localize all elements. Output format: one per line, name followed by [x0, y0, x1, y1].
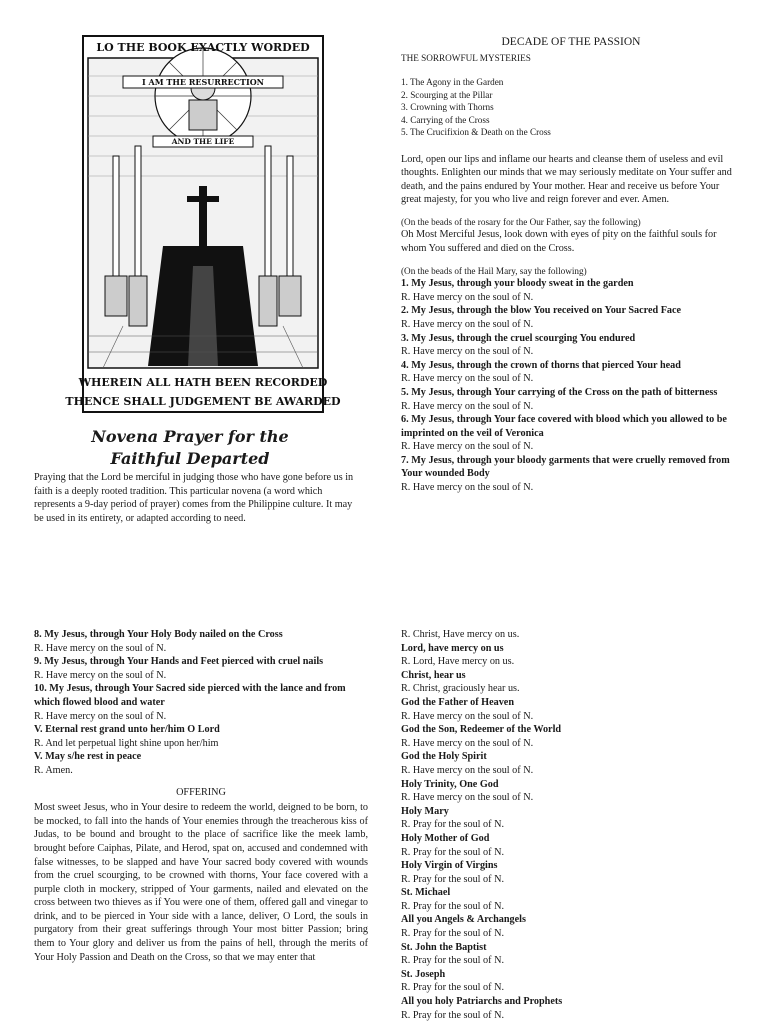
opening-prayer: Lord, open our lips and inflame our hearts and cleanse them of useless and evil thoughts. Enlighten our minds that we may seriously meditate on Your suffer and death, and the pains endured by Your mother. Hear and receive us before Your great majesty, for you who live and reign forever and ever. Amen.	[401, 153, 732, 206]
litany-invocation: Lord, have mercy on us	[401, 642, 504, 654]
invocation: 8. My Jesus, through Your Holy Body nailed on the Cross	[34, 629, 283, 640]
mystery-item: 4. Carrying of the Cross	[401, 114, 490, 125]
engraving-bottom-line-2: THENCE SHALL JUDGEMENT BE AWARDED	[65, 395, 341, 408]
decade-title: DECADE OF THE PASSION	[501, 36, 641, 48]
litany-response: R. Have mercy on the soul of N.	[401, 764, 534, 776]
engraving-banner-2: AND THE LIFE	[171, 137, 235, 146]
novena-title-line-1: Novena Prayer for the	[91, 427, 289, 446]
invocation: 7. My Jesus, through your bloody garments that were cruelly removed from Your wounded Body	[401, 454, 730, 480]
engraving-top-text: LO THE BOOK EXACTLY WORDED	[96, 41, 310, 54]
mysteries-list	[401, 76, 741, 139]
litany-invocation: Holy Virgin of Virgins	[401, 860, 498, 872]
litany-invocation: All you Angels & Archangels	[401, 914, 526, 926]
mystery-item: 2. Scourging at the Pillar	[401, 89, 493, 100]
litany-invocation: Christ, hear us	[401, 669, 466, 681]
mystery-item: 3. Crowning with Thorns	[401, 102, 494, 113]
litany-response: R. Christ, Have mercy on us.	[401, 629, 520, 640]
mystery-item: 5. The Crucifixion & Death on the Cross	[401, 127, 551, 138]
litany-response: R. Pray for the soul of N.	[401, 955, 504, 967]
invocation: 1. My Jesus, through your bloody sweat in the garden	[401, 278, 634, 290]
response: R. Have mercy on the soul of N.	[34, 669, 167, 681]
response: R. Have mercy on the soul of N.	[34, 642, 167, 654]
litany-response: R. Christ, graciously hear us.	[401, 683, 520, 695]
litany-response: R. Pray for the soul of N.	[401, 819, 504, 831]
litany-response: R. Pray for the soul of N.	[401, 928, 504, 940]
intro-paragraph: Praying that the Lord be merciful in judging those who have gone before us in faith is a deeply rooted tradition. This particular novena (a word which represents a 9-day period of prayer) comes from the Philippine culture. It may be used in its entirety, or adapted according to need.	[34, 472, 354, 524]
invocation: 6. My Jesus, through Your face covered with blood which you allowed to be imprinted on the veil of Veronica	[401, 414, 727, 439]
continued-invocations	[34, 628, 368, 964]
our-father-note: (On the beads of the rosary for the Our Father, say the following)	[401, 216, 641, 227]
litany-invocation: St. John the Baptist	[401, 941, 487, 953]
litany-invocation: Holy Mary	[401, 805, 449, 817]
litany-response: R. Pray for the soul of N.	[401, 873, 504, 885]
response: R. Amen.	[34, 764, 73, 776]
litany-response: R. Pray for the soul of N.	[401, 982, 504, 994]
litany-invocation: God the Holy Spirit	[401, 751, 487, 763]
litany-response: R. Pray for the soul of N.	[401, 900, 504, 912]
hail-mary-note: (On the beads of the Hail Mary, say the following)	[401, 265, 587, 276]
response: R. Have mercy on the soul of N.	[401, 400, 534, 412]
decade-of-passion	[401, 36, 741, 495]
invocation: 9. My Jesus, through Your Hands and Feet pierced with cruel nails	[34, 656, 324, 668]
invocation: 3. My Jesus, through the cruel scourging You endured	[401, 332, 636, 344]
response: R. Have mercy on the soul of N.	[34, 710, 167, 722]
litany-invocation: St. Joseph	[401, 968, 446, 980]
invocation: 4. My Jesus, through the crown of thorns that pierced Your head	[401, 359, 681, 371]
novena-title-line-2: Faithful Departed	[110, 449, 270, 468]
litany-response: R. Lord, Have mercy on us.	[401, 656, 515, 668]
resurrection-engraving	[65, 36, 341, 412]
response: R. Have mercy on the soul of N.	[401, 291, 534, 303]
response: R. Have mercy on the soul of N.	[401, 441, 534, 453]
litany-response: R. Have mercy on the soul of N.	[401, 792, 534, 804]
offering-title: OFFERING	[176, 786, 226, 798]
engraving-banner-1: I AM THE RESURRECTION	[141, 77, 265, 87]
decade-subtitle: THE SORROWFUL MYSTERIES	[401, 52, 531, 63]
response: R. Have mercy on the soul of N.	[401, 373, 534, 385]
litany-invocation: God the Son, Redeemer of the World	[401, 724, 562, 736]
litany-response: R. Pray for the soul of N.	[401, 846, 504, 858]
mystery-item: 1. The Agony in the Garden	[401, 77, 504, 88]
engraving-bottom-line-1: WHEREIN ALL HATH BEEN RECORDED	[78, 376, 328, 389]
litany-invocation: All you holy Patriarchs and Prophets	[401, 996, 563, 1008]
novena-title	[60, 426, 320, 470]
invocation: 5. My Jesus, through Your carrying of the Cross on the path of bitterness	[401, 386, 718, 398]
litany-invocation: Holy Trinity, One God	[401, 778, 499, 790]
response: R. Have mercy on the soul of N.	[401, 318, 534, 330]
response: R. Have mercy on the soul of N.	[401, 482, 534, 494]
litany-invocation: St. Michael	[401, 887, 451, 899]
versicle: V. May s/he rest in peace	[34, 751, 142, 763]
response: R. And let perpetual light shine upon her/him	[34, 737, 219, 749]
litany-invocation: God the Father of Heaven	[401, 696, 514, 708]
invocation: 10. My Jesus, through Your Sacred side pierced with the lance and from which flowed blood and water	[34, 683, 346, 708]
litany-invocation: Holy Mother of God	[401, 832, 490, 844]
response: R. Have mercy on the soul of N.	[401, 346, 534, 358]
litany	[401, 628, 741, 1022]
our-father-prayer: Oh Most Merciful Jesus, look down with eyes of pity on the faithful souls for whom You suffered and died on the Cross.	[401, 229, 717, 255]
litany-response: R. Have mercy on the soul of N.	[401, 710, 534, 722]
invocation: 2. My Jesus, through the blow You received on Your Sacred Face	[401, 305, 682, 317]
offering-text: Most sweet Jesus, who in Your desire to redeem the world, deigned to be born, to be mocked, to fall into the hands of Your enemies through the treacherous kiss of Judas, to be bound and brought to the place of sacrifice like the meek lamb, brought before Caiphas, Pilate, and Herod, spat on, accused and condemned with false witnesses, to be slapped and have Your sacred body covered with wounds from the cruel scourging, to be crowned with thorns, Your face covered with a purple cloth in mockery, stripped of Your garments, nailed and elevated on the cross between two thieves as if You were one of them, offered gall and vinegar to drink, and to be pierced in Your side with a lance, deliver, O Lord, the souls in purgatory from their great sufferings through Your most bitter Passion; bring them to Your glory and deliver us from the pains of hell, through the merits of Your Holy Passion and Death on the Cross, so that we may enter that	[34, 802, 368, 963]
litany-response: R. Pray for the soul of N.	[401, 1009, 504, 1021]
litany-response: R. Have mercy on the soul of N.	[401, 737, 534, 749]
versicle: V. Eternal rest grand unto her/him O Lord	[34, 724, 220, 736]
